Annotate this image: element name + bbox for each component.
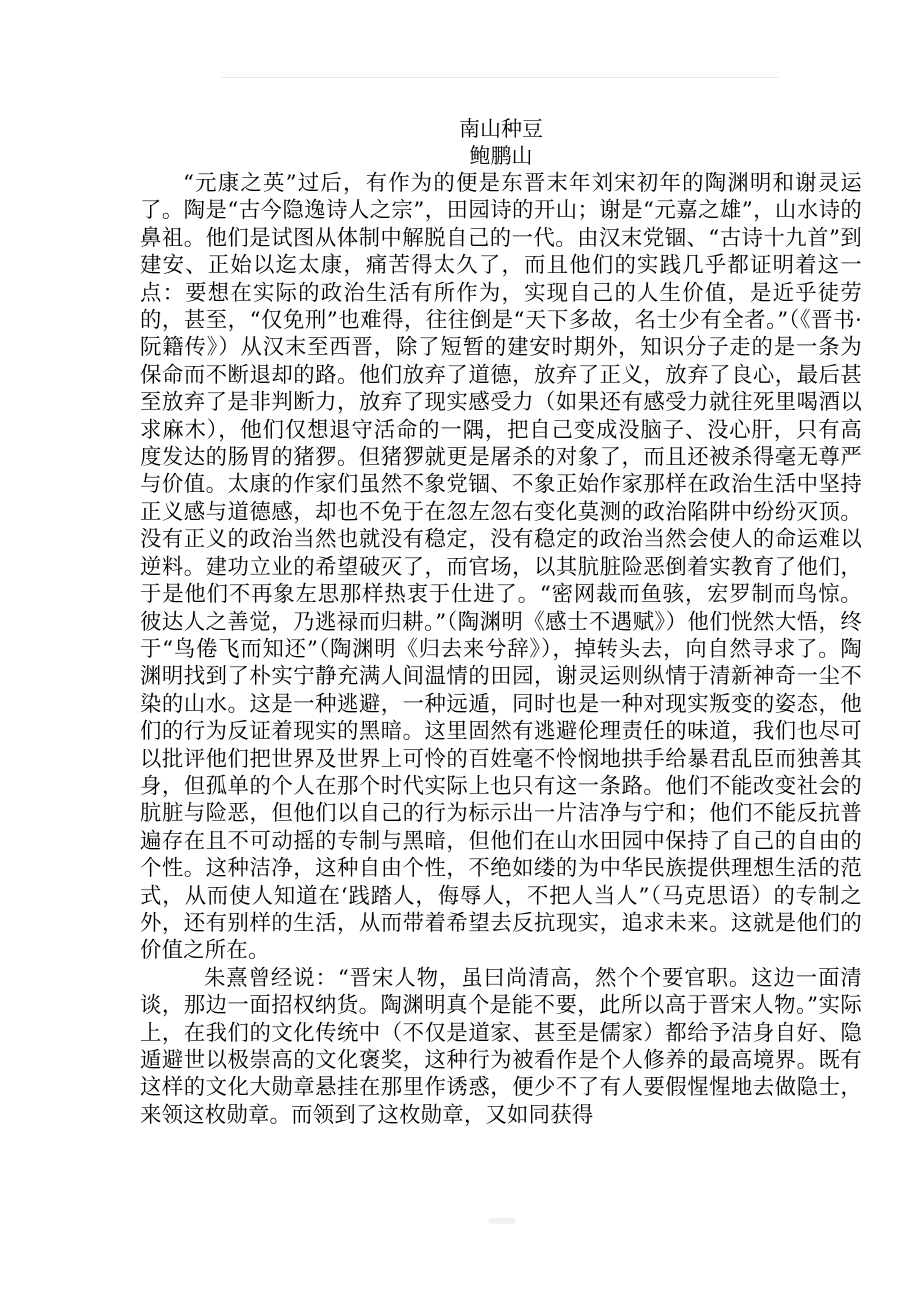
paragraph-2: 朱熹曾经说：“晋宋人物，虽曰尚清高，然个个要官职。这边一面清谈，那边一面招权纳货。陶渊明真个是能不要，此所以高于晋宋人物。”实际上，在我们的文化传统中（不仅是道家、甚至是儒家）都给予洁身自好、隐遁避世以极崇高的文化褒奖，这种行为被看作是个人修养的最高境界。既有这样的文化大勋章悬挂在那里作诱惑，便少不了有人要假惺惺地去做隐士，来领这枚勋章。而领到了这枚勋章，又如同获得 — [140, 965, 862, 1128]
paragraph-1: “元康之英”过后，有作为的便是东晋末年刘宋初年的陶渊明和谢灵运了。陶是“古今隐逸诗人之宗”，田园诗的开山；谢是“元嘉之雄”，山水诗的鼻祖。他们是试图从体制中解脱自己的一代。由汉末党锢、“古诗十九首”到建安、正始以迄太康，痛苦得太久了，而且他们的实践几乎都证明着这一点：要想在实际的政治生活有所作为，实现自己的人生价值，是近乎徒劳的，甚至，“仅免刑”也难得，往往倒是“天下多故，名士少有全者。”（《晋书·阮籍传》）从汉末至西晋，除了短暂的建安时期外，知识分子走的是一条为保命而不断退却的路。他们放弃了道德，放弃了正义，放弃了良心，最后甚至放弃了是非判断力，放弃了现实感受力（如果还有感受力就往死里喝酒以求麻木），他们仅想退守活命的一隅，把自己变成没脑子、没心肝，只有高度发达的肠胃的猪猡。但猪猡就更是屠杀的对象了，而且还被杀得毫无尊严与价值。太康的作家们虽然不象党锢、不象正始作家那样在政治生活中坚持正义感与道德感，却也不免于在忽左忽右变化莫测的政治陷阱中纷纷灭顶。没有正义的政治当然也就没有稳定，没有稳定的政治当然会使人的命运难以逆料。建功立业的希望破灭了，而官场，以其肮脏险恶倒着实教育了他们，于是他们不再象左思那样热衷于仕进了。“密网裁而鱼骇，宏罗制而鸟惊。彼达人之善觉，乃逃禄而归耕。”（陶渊明《感士不遇赋》）他们恍然大悟，终于“鸟倦飞而知还”（陶渊明《归去来兮辞》），掉转头去，向自然寻求了。陶渊明找到了朴实宁静充满人间温情的田园，谢灵运则纵情于清新神奇一尘不染的山水。这是一种逃避，一种远遁，同时也是一种对现实叛变的姿态，他们的行为反证着现实的黑暗。这里固然有逃避伦理责任的味道，我们也尽可以批评他们把世界及世界上可怜的百姓毫不怜悯地拱手给暴君乱臣而独善其身，但孤单的个人在那个时代实际上也只有这一条路。他们不能改变社会的肮脏与险恶，但他们以自己的行为标示出一片洁净与宁和；他们不能反抗普遍存在且不可动摇的专制与黑暗，但他们在山水田园中保持了自己的自由的个性。这种洁净，这种自由个性，不绝如缕的为中华民族提供理想生活的范式，从而使人知道在‘践踏人，侮辱人，不把人当人”（马克思语）的专制之外，还有别样的生活，从而带着希望去反抗现实，追求未来。这就是他们的价值之所在。 — [140, 171, 862, 964]
document-author: 鲍鹏山 — [469, 144, 533, 168]
header-rule — [222, 77, 778, 78]
footer-mark — [488, 1218, 516, 1224]
document-page — [140, 116, 862, 1129]
document-title: 南山种豆 — [459, 117, 543, 141]
